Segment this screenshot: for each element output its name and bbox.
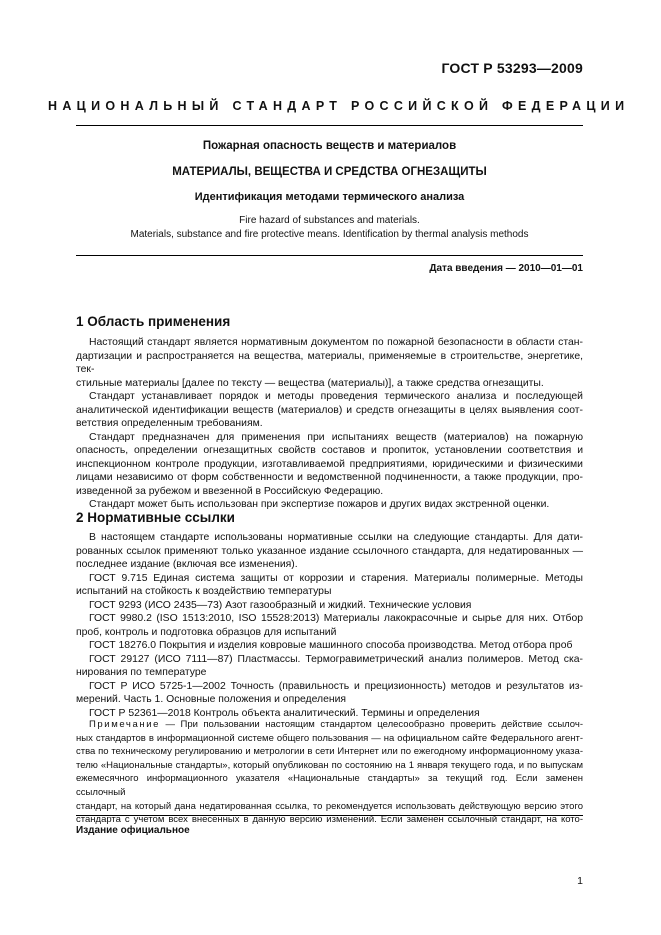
note-line: ежемесячного информационного указателя «Национальные стандарты» за текущий год. Если заменен ссылочный bbox=[76, 773, 583, 798]
text-line: изведенной за рубежом и ввезенной в Российскую Федерацию. bbox=[76, 485, 384, 497]
text-line: В настоящем стандарте использованы нормативные ссылки на следующие стандарты. Для дати- bbox=[89, 532, 583, 543]
text-line: ГОСТ 9293 (ИСО 2435—73) Азот газообразный и жидкий. Технические условия bbox=[89, 599, 472, 611]
introduction-date: Дата введения — 2010—01—01 bbox=[429, 263, 583, 274]
note-line: стандарт, на который дана недатированная ссылка, то рекомендуется использовать действующую версию этого bbox=[76, 800, 583, 812]
text-line: нирования по температуре bbox=[76, 667, 207, 678]
note-first-text: — При пользовании настоящим стандартом целесообразно проверить действие ссылоч- bbox=[160, 719, 583, 730]
standard-number: ГОСТ Р 53293—2009 bbox=[441, 60, 583, 76]
section-1-heading: 1 Область применения bbox=[76, 314, 231, 329]
footer-rule bbox=[76, 815, 583, 816]
text-line: Стандарт устанавливает порядок и методы проведения термического анализа и последующей bbox=[89, 391, 583, 402]
text-line: Настоящий стандарт является нормативным документом по пожарной безопасности в области стан- bbox=[89, 337, 583, 348]
note-block bbox=[76, 718, 583, 827]
note-first-line bbox=[76, 718, 583, 732]
text-line: рованных ссылок применяют только указанное издание ссылочного стандарта, для недатированных — bbox=[76, 545, 583, 557]
text-line: последнее издание (включая все изменения). bbox=[76, 559, 298, 570]
title-line-3: Идентификация методами термического анализа bbox=[194, 191, 465, 203]
national-standard-banner: НАЦИОНАЛЬНЫЙ СТАНДАРТ РОССИЙСКОЙ ФЕДЕРАЦИИ bbox=[48, 99, 630, 113]
title-line-2: МАТЕРИАЛЫ, ВЕЩЕСТВА И СРЕДСТВА ОГНЕЗАЩИТЫ bbox=[172, 166, 487, 178]
text-line: стильные материалы [далее по тексту — вещества (материалы)], а также средства огнезащиты. bbox=[76, 377, 544, 389]
note-label: Примечание bbox=[89, 719, 160, 730]
text-line: дартизации и распространяется на вещества, материалы, применяемые в строительстве, энергетике, тек- bbox=[76, 350, 583, 375]
section-1-text bbox=[76, 336, 583, 512]
title-rule bbox=[76, 255, 583, 256]
note-line: телю «Национальные стандарты», который опубликован по состоянию на 1 января текущего года, и по выпускам bbox=[76, 759, 583, 771]
text-line: аналитической идентификации веществ (материалов) и средств огнезащиты в целях выявления соот- bbox=[76, 404, 583, 416]
page-number: 1 bbox=[577, 875, 583, 887]
official-edition-label: Издание официальное bbox=[76, 825, 190, 836]
text-line: мерений. Часть 1. Основные положения и определения bbox=[76, 694, 347, 705]
text-line: Стандарт предназначен для применения при испытаниях веществ (материалов) на пожарную bbox=[89, 431, 583, 443]
english-title-line-2: Materials, substance and fire protective means. Identification by thermal analysis methods bbox=[130, 229, 529, 240]
text-line: опасность, определении огнезащитных свойств составов и пропиток, установлении соответствия и bbox=[76, 445, 583, 456]
note-line: ства по техническому регулированию и метрологии в сети Интернет или по ежегодному информационному указа- bbox=[76, 746, 583, 758]
text-line: проб, контроль и подготовка образцов для испытаний bbox=[76, 626, 337, 638]
text-line: ГОСТ Р ИСО 5725-1—2002 Точность (правильность и прецизионность) методов и результатов из- bbox=[89, 680, 583, 692]
note-line: ных стандартов в информационной системе общего пользования — на официальном сайте Федерального агент- bbox=[76, 732, 583, 744]
text-line: ГОСТ 9980.2 (ISO 1513:2010, ISO 15528:2013) Материалы лакокрасочные и сырье для них. Отбор bbox=[89, 613, 583, 624]
text-line: ГОСТ 9.715 Единая система защиты от коррозии и старения. Материалы полимерные. Методы bbox=[89, 572, 583, 584]
text-line: ГОСТ Р 52361—2018 Контроль объекта аналитический. Термины и определения bbox=[89, 707, 480, 719]
header-rule bbox=[76, 125, 583, 126]
text-line: инспекционном контроле продукции, изготавливаемой предприятиями, юридическими и физическими bbox=[76, 458, 583, 470]
text-line: испытаний на стойкость к воздействию температуры bbox=[76, 586, 332, 597]
text-line: лицами независимо от форм собственности и ведомственной подчиненности, а также продукции, про- bbox=[76, 472, 583, 483]
title-line-1: Пожарная опасность веществ и материалов bbox=[202, 140, 457, 152]
section-2-text bbox=[76, 531, 583, 720]
english-title-line-1: Fire hazard of substances and materials. bbox=[239, 215, 420, 226]
text-line: Стандарт может быть использован при экспертизе пожаров и других видах экстренной оценки. bbox=[89, 499, 550, 510]
text-line: ветствия определенным требованиям. bbox=[76, 418, 263, 429]
text-line: ГОСТ 29127 (ИСО 7111—87) Пластмассы. Термогравиметрический анализ полимеров. Метод ска- bbox=[89, 653, 583, 665]
section-2-heading: 2 Нормативные ссылки bbox=[76, 510, 235, 525]
note-line: стандарта с учетом всех внесенных в данную версию изменений. Если заменен ссылочный стандарт, на кото- bbox=[76, 814, 583, 826]
text-line: ГОСТ 18276.0 Покрытия и изделия ковровые машинного способа производства. Метод отбора проб bbox=[89, 640, 573, 651]
